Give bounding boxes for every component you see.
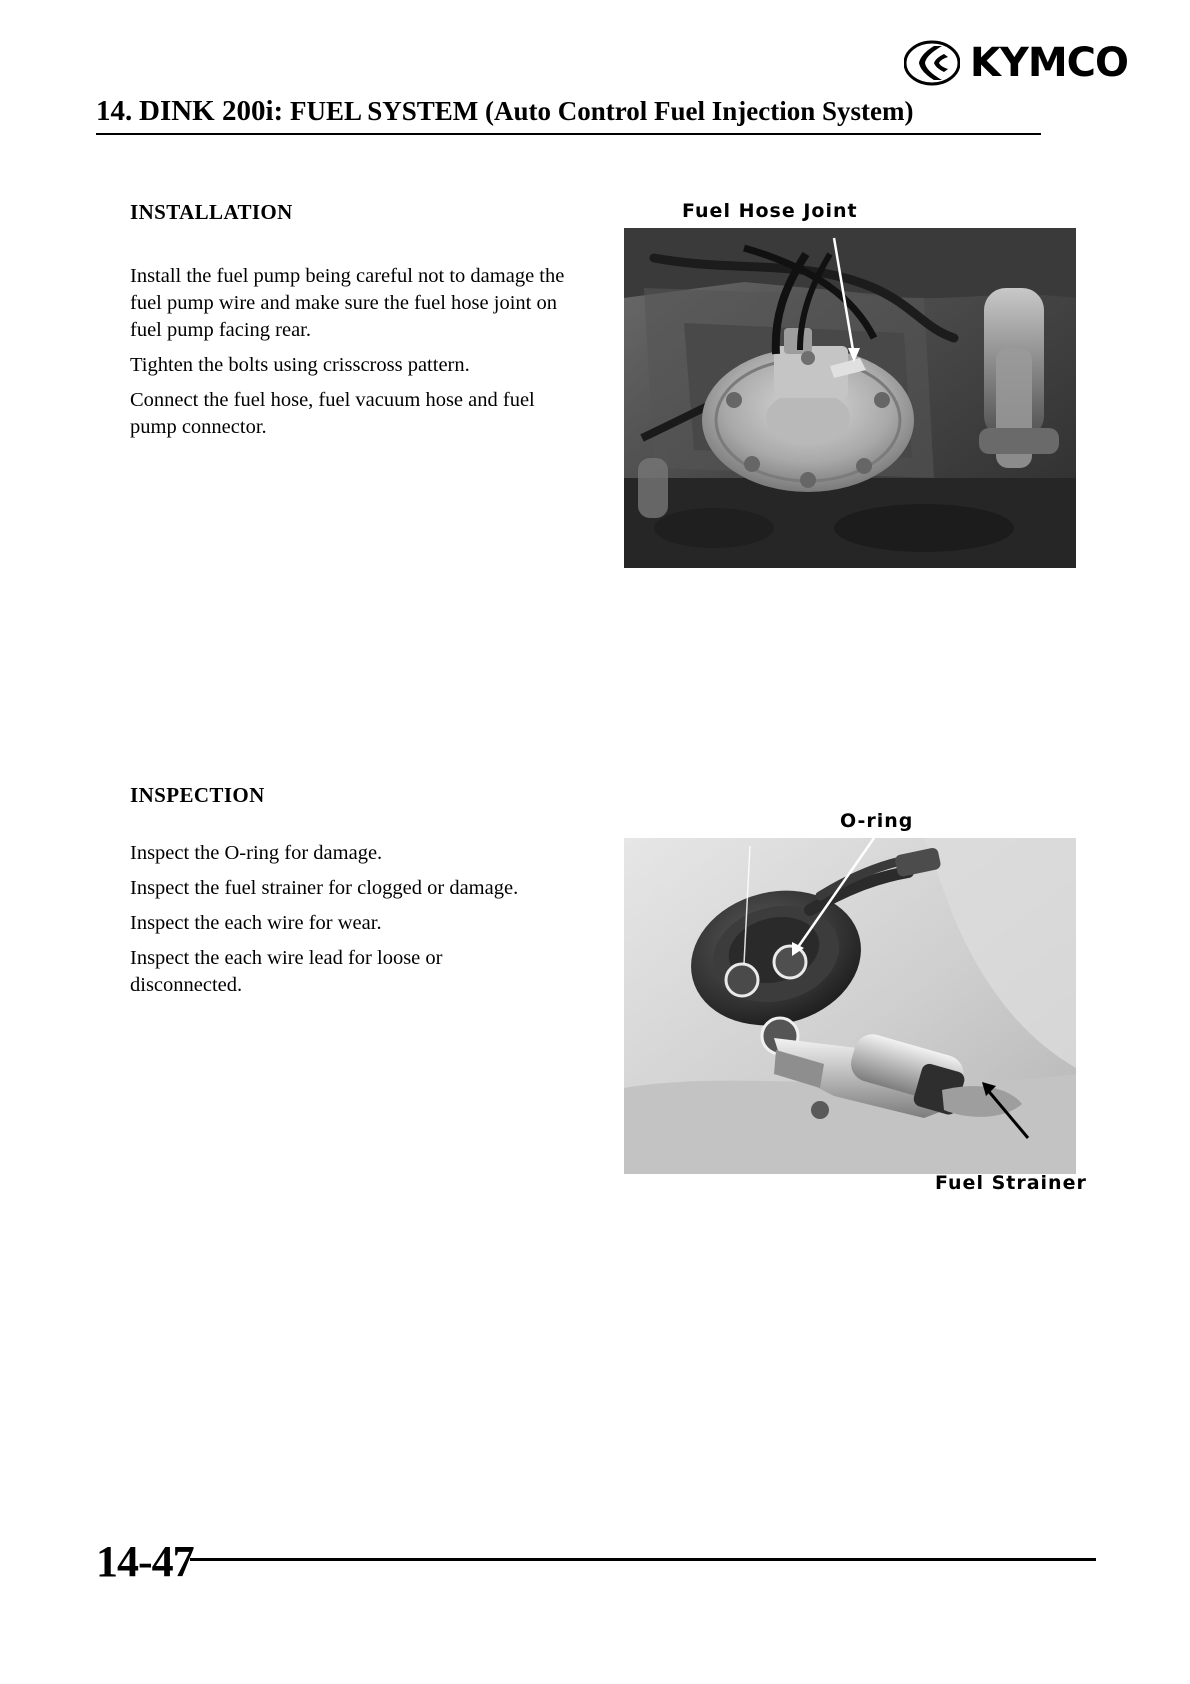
footer-divider [190,1558,1096,1561]
section-heading-inspection: INSPECTION [130,783,265,807]
header-divider [96,133,1041,135]
brand-logo [904,40,1128,86]
page-title: FUEL SYSTEM (Auto Control Fuel Injection System) [289,96,914,126]
fuel-pump-installation-photo [624,228,1076,568]
page-header [96,96,1096,135]
caption-o-ring: O-ring [840,810,914,832]
section-heading-installation: INSTALLATION [130,200,293,224]
inspection-paragraph-1: Inspect the O-ring for damage. [130,842,383,864]
page-footer [96,1537,1096,1586]
inspection-paragraph-3: Inspect the each wire for wear. [130,912,382,935]
installation-body [130,263,585,441]
inspection-paragraph-4: Inspect the each wire lead for loose or disconnected. [130,947,443,997]
installation-paragraph-1: Install the fuel pump being careful not to damage the fuel pump wire and make sure the fuel hose joint on fuel pump facing rear. [130,265,565,342]
installation-paragraph-3: Connect the fuel hose, fuel vacuum hose and fuel pump connector. [130,389,535,439]
installation-paragraph-2: Tighten the bolts using crisscross pattern. [130,354,470,377]
caption-fuel-strainer: Fuel Strainer [935,1172,1087,1194]
header-model-name: DINK 200i: [139,95,284,127]
header-title-line [96,96,1096,128]
kymco-k-logo-icon [904,40,960,86]
brand-name: KYMCO [969,40,1128,86]
header-chapter-number: 14. [96,95,133,127]
caption-fuel-hose-joint: Fuel Hose Joint [682,200,858,222]
fuel-pump-inspection-photo [624,838,1076,1174]
inspection-body [130,840,550,999]
inspection-paragraph-2: Inspect the fuel strainer for clogged or damage. [130,877,519,900]
page-number: 14-47 [96,1537,194,1586]
